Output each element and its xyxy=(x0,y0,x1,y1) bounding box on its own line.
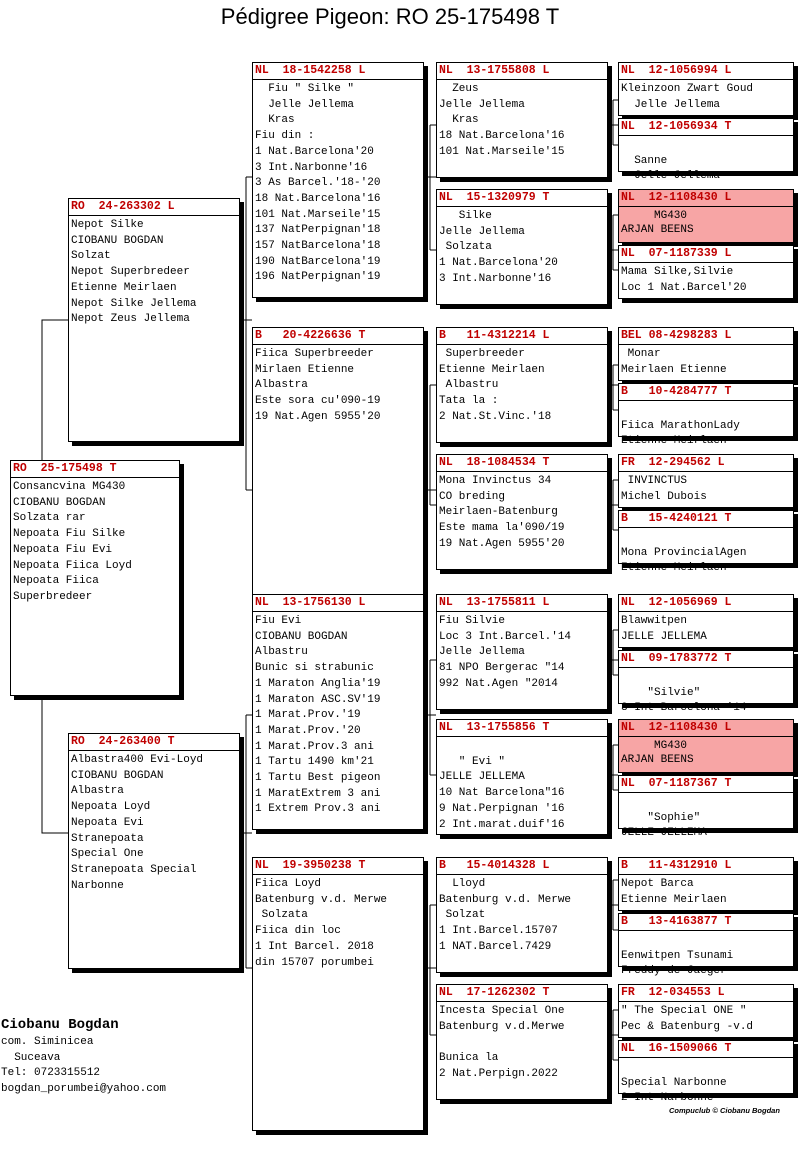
pigeon-details xyxy=(437,1002,607,1083)
pigeon-card xyxy=(618,775,794,840)
pigeon-details xyxy=(437,875,607,956)
detail-line: CIOBANU BOGDAN xyxy=(255,630,348,643)
detail-line: Jelle Jellema xyxy=(621,98,721,111)
ring-number: NL 18-1084534 T xyxy=(439,456,550,469)
detail-line: " The Special ONE " xyxy=(621,1005,747,1017)
detail-line: Albastra400 Evi-Loyd xyxy=(71,754,204,766)
detail-line: JELLE JELLEMA xyxy=(439,771,525,784)
pigeon-card xyxy=(68,733,240,969)
detail-line: 157 NatBarcelona'18 xyxy=(255,240,381,253)
ring-number: B 20-4226636 T xyxy=(255,329,366,342)
pigeon-details xyxy=(253,345,423,426)
ring-number: NL 18-1542258 L xyxy=(255,64,366,77)
detail-line: Mona ProvincialAgen xyxy=(621,546,747,559)
detail-line xyxy=(621,670,791,686)
pigeon-details xyxy=(619,207,793,237)
pigeon-details xyxy=(253,80,423,286)
detail-line: Lloyd xyxy=(439,878,486,890)
pigeon-details xyxy=(619,472,793,505)
pigeon-card xyxy=(252,327,424,601)
pigeon-card xyxy=(436,719,608,835)
pigeon-card xyxy=(436,857,608,973)
pigeon-card xyxy=(436,189,608,305)
detail-line: Jelle Jellema xyxy=(439,646,525,659)
detail-line: Sanne xyxy=(621,154,668,167)
detail-line: Fiica MarathonLady xyxy=(621,419,740,432)
detail-line: Nepoata Fiu Evi xyxy=(13,543,113,556)
detail-line: Nepoata Fiica Loyd xyxy=(13,559,132,572)
ring-number: NL 12-1056969 L xyxy=(621,596,732,609)
ring-number: B 15-4014328 L xyxy=(439,859,550,872)
detail-line: Superbreeder xyxy=(439,348,525,360)
detail-line xyxy=(439,1035,605,1051)
detail-line: Kleinzoon Zwart Goud xyxy=(621,83,754,95)
detail-line: Michel Dubois xyxy=(621,490,707,503)
detail-line: Fiu Evi xyxy=(255,615,302,627)
detail-line: Nepot Zeus Jellema xyxy=(71,313,190,326)
detail-line: Freddy de Jaeger xyxy=(621,965,727,978)
ring-number: NL 09-1783772 T xyxy=(621,652,732,665)
ring-number: FR 12-294562 L xyxy=(621,456,725,469)
detail-line: 18 Nat.Barcelona'16 xyxy=(439,130,565,143)
pigeon-details xyxy=(437,80,607,161)
owner-address-line: com. Siminicea xyxy=(1,1036,94,1048)
ring-number: NL 07-1187339 L xyxy=(621,247,732,260)
ring-number: NL 13-1755811 L xyxy=(439,596,550,609)
owner-name: Ciobanu Bogdan xyxy=(1,1017,119,1033)
detail-line: 3 Int.Narbonne'16 xyxy=(255,161,368,174)
detail-line: 10 Nat Barcelona"16 xyxy=(439,787,565,800)
pigeon-details xyxy=(619,528,793,577)
pigeon-card xyxy=(68,198,240,442)
detail-line: Silke xyxy=(439,210,492,222)
pigeon-card xyxy=(436,594,608,710)
detail-line: CO breding xyxy=(439,490,506,503)
pigeon-card xyxy=(618,454,794,508)
detail-line: Jelle Jellema xyxy=(439,98,525,111)
pigeon-details xyxy=(437,207,607,288)
ring-number: RO 24-263400 T xyxy=(71,735,175,748)
detail-line: 3 As Barcel.'18-'20 xyxy=(255,177,381,190)
pigeon-card xyxy=(436,327,608,443)
detail-line: Etienne Meirlaen xyxy=(439,363,545,376)
detail-line: 2 Int Narbonne xyxy=(621,1092,714,1105)
detail-line: 190 NatBarcelona'19 xyxy=(255,255,381,268)
ring-number: B 11-4312910 L xyxy=(621,859,732,872)
detail-line: CIOBANU BOGDAN xyxy=(13,496,106,509)
detail-line: 19 Nat.Agen 5955'20 xyxy=(255,410,381,423)
pigeon-card xyxy=(618,189,794,243)
detail-line: Fiu Silvie xyxy=(439,615,506,627)
detail-line: Superbredeer xyxy=(13,590,93,603)
detail-line: JELLE JELLEMA xyxy=(621,630,707,643)
detail-line: 101 Nat.Marseile'15 xyxy=(255,208,381,221)
detail-line xyxy=(621,933,791,949)
detail-line: Batenburg v.d.Merwe xyxy=(439,1020,565,1033)
detail-line: Monar xyxy=(621,348,661,360)
detail-line: Fiu " Silke " xyxy=(255,83,355,95)
pigeon-card xyxy=(618,383,794,448)
detail-line: Fiica Superbreeder xyxy=(255,348,374,360)
detail-line: Nepoata Loyd xyxy=(71,801,151,814)
pigeon-card xyxy=(618,510,794,575)
detail-line: 2 Nat.Perpign.2022 xyxy=(439,1067,558,1080)
ring-number: NL 12-1108430 L xyxy=(621,191,732,204)
detail-line: 1 Marat.Prov.'20 xyxy=(255,724,361,737)
pigeon-card xyxy=(618,719,794,773)
detail-line: 992 Nat.Agen "2014 xyxy=(439,677,558,690)
detail-line: Nepot Superbredeer xyxy=(71,266,190,279)
detail-line: CIOBANU BOGDAN xyxy=(71,234,164,247)
detail-line: " Evi " xyxy=(439,755,506,768)
ring-number: RO 24-263302 L xyxy=(71,200,175,213)
detail-line: Albastra xyxy=(255,379,308,392)
pigeon-card xyxy=(618,594,794,648)
detail-line: Nepoata Fiica xyxy=(13,575,99,588)
detail-line: ARJAN BEENS xyxy=(621,224,694,236)
detail-line: Nepot Silke Jellema xyxy=(71,297,197,310)
pigeon-details xyxy=(619,793,793,842)
detail-line: 2 Nat.St.Vinc.'18 xyxy=(439,410,552,423)
detail-line: Fiica Loyd xyxy=(255,878,322,890)
detail-line: Zeus xyxy=(439,83,479,95)
ring-number: NL 19-3950238 T xyxy=(255,859,366,872)
detail-line: JELLE JELLEMA xyxy=(621,827,707,840)
detail-line xyxy=(621,795,791,811)
detail-line: Consancvina MG430 xyxy=(13,481,126,493)
detail-line: Jelle Jellema xyxy=(255,98,355,111)
pigeon-card xyxy=(618,1040,794,1105)
pigeon-details xyxy=(437,345,607,426)
detail-line: 101 Nat.Marseile'15 xyxy=(439,145,565,158)
pigeon-details xyxy=(619,931,793,980)
detail-line: Solzata rar xyxy=(13,512,86,525)
pigeon-card xyxy=(618,118,794,183)
detail-line: Mirlaen Etienne xyxy=(255,363,355,376)
detail-line: Batenburg v.d. Merwe xyxy=(439,893,572,906)
pigeon-details xyxy=(619,875,793,908)
pigeon-details xyxy=(619,263,793,296)
detail-line: Fiica din loc xyxy=(255,925,341,938)
detail-line: MG430 xyxy=(621,210,688,222)
detail-line xyxy=(621,403,791,419)
detail-line xyxy=(621,530,791,546)
detail-line: din 15707 porumbei xyxy=(255,956,374,969)
detail-line: MG430 xyxy=(621,740,688,752)
detail-line: Kras xyxy=(439,114,479,127)
ring-number: NL 07-1187367 T xyxy=(621,777,732,790)
detail-line: Tata la : xyxy=(439,395,499,408)
detail-line: 1 Maraton Anglia'19 xyxy=(255,677,381,690)
ring-number: B 13-4163877 T xyxy=(621,915,732,928)
owner-info xyxy=(1,1015,166,1098)
pigeon-details xyxy=(69,751,239,894)
pigeon-card xyxy=(252,62,424,298)
detail-line: Special One xyxy=(71,848,144,861)
detail-line: Etienne Meirlaen xyxy=(621,435,727,448)
detail-line: Stranepoata Special xyxy=(71,863,197,876)
detail-line: 1 MaratExtrem 3 ani xyxy=(255,787,381,800)
pigeon-details xyxy=(619,668,793,717)
pigeon-details xyxy=(619,345,793,378)
pigeon-details xyxy=(619,612,793,645)
detail-line xyxy=(439,739,605,755)
detail-line: 196 NatPerpignan'19 xyxy=(255,271,381,284)
detail-line: Special Narbonne xyxy=(621,1076,727,1089)
detail-line: 1 Marat.Prov.'19 xyxy=(255,709,361,722)
owner-email: bogdan_porumbei@yahoo.com xyxy=(1,1083,167,1096)
ring-number: NL 13-1756130 L xyxy=(255,596,366,609)
pigeon-card xyxy=(618,62,794,116)
pigeon-card xyxy=(252,594,424,830)
detail-line: Pec & Batenburg -v.d xyxy=(621,1020,754,1033)
detail-line: Este sora cu'090-19 xyxy=(255,395,381,408)
detail-line: Nepoata Evi xyxy=(71,816,144,829)
pigeon-card-subject xyxy=(10,460,180,696)
detail-line: ARJAN BEENS xyxy=(621,754,694,766)
detail-line: Kras xyxy=(255,114,295,127)
pigeon-details xyxy=(619,737,793,767)
pigeon-details xyxy=(619,1002,793,1035)
footer-credit: Compuclub © Ciobanu Bogdan xyxy=(669,1106,780,1115)
detail-line: 1 Int Barcel. 2018 xyxy=(255,940,374,953)
pigeon-details xyxy=(437,472,607,553)
ring-number: FR 12-034553 L xyxy=(621,986,725,999)
detail-line: 3 Int.Narbonne'16 xyxy=(439,272,552,285)
detail-line: 81 NPO Bergerac "14 xyxy=(439,662,565,675)
pigeon-card xyxy=(436,62,608,178)
pigeon-details xyxy=(253,612,423,818)
detail-line: "Silvie" xyxy=(621,686,701,699)
ring-number: NL 12-1056994 L xyxy=(621,64,732,77)
ring-number: B 10-4284777 T xyxy=(621,385,732,398)
detail-line xyxy=(621,138,791,154)
pigeon-details xyxy=(619,80,793,113)
detail-line: Nepoata Fiu Silke xyxy=(13,528,126,541)
pigeon-details xyxy=(619,401,793,450)
pigeon-card xyxy=(618,327,794,381)
pigeon-card xyxy=(618,913,794,978)
ring-number: NL 12-1108430 L xyxy=(621,721,732,734)
detail-line: Albastra xyxy=(71,785,124,798)
detail-line: Fiu din : xyxy=(255,130,315,143)
detail-line: 1 Nat.Barcelona'20 xyxy=(255,145,374,158)
detail-line: INVINCTUS xyxy=(621,475,688,487)
detail-line: Nepot Barca xyxy=(621,878,694,890)
detail-line: "Sophie" xyxy=(621,811,701,824)
pigeon-card xyxy=(618,650,794,715)
detail-line: 9 Nat.Perpignan '16 xyxy=(439,802,565,815)
pigeon-card xyxy=(618,857,794,911)
detail-line: 2 Int.marat.duif'16 xyxy=(439,818,565,831)
detail-line: Este mama la'090/19 xyxy=(439,522,565,535)
ring-number: NL 12-1056934 T xyxy=(621,120,732,133)
ring-number: BEL 08-4298283 L xyxy=(621,329,732,342)
detail-line: Meirlaen-Batenburg xyxy=(439,506,558,519)
pigeon-card xyxy=(252,857,424,1131)
detail-line: 18 Nat.Barcelona'16 xyxy=(255,192,381,205)
detail-line: Stranepoata xyxy=(71,832,144,845)
detail-line: Jelle Jellema xyxy=(439,225,525,238)
detail-line: Loc 3 Int.Barcel.'14 xyxy=(439,630,572,643)
owner-phone: Tel: 0723315512 xyxy=(1,1067,101,1080)
page-title: Pédigree Pigeon: RO 25-175498 T xyxy=(220,4,560,29)
detail-line: Solzata xyxy=(255,909,308,922)
ring-number: B 11-4312214 L xyxy=(439,329,550,342)
pigeon-details xyxy=(619,1058,793,1107)
ring-number: RO 25-175498 T xyxy=(13,462,117,475)
detail-line: Etienne Meirlaen xyxy=(621,893,727,906)
ring-number: NL 17-1262302 T xyxy=(439,986,550,999)
detail-line: Blawwitpen xyxy=(621,615,688,627)
pigeon-details xyxy=(11,478,179,606)
detail-line: Solzata xyxy=(439,241,492,254)
owner-address-line: Suceava xyxy=(1,1051,61,1064)
ring-number: NL 16-1509066 T xyxy=(621,1042,732,1055)
detail-line: Etienne Meirlaen xyxy=(621,562,727,575)
detail-line: Jelle Jellema xyxy=(621,170,721,183)
pigeon-card xyxy=(436,984,608,1100)
detail-line: 1 Tartu 1490 km'21 xyxy=(255,756,374,769)
detail-line: Albastru xyxy=(439,379,499,392)
detail-line: Bunica la xyxy=(439,1052,499,1065)
detail-line: 1 Marat.Prov.3 ani xyxy=(255,740,374,753)
pigeon-details xyxy=(253,875,423,971)
ring-number: B 15-4240121 T xyxy=(621,512,732,525)
detail-line: Eenwitpen Tsunami xyxy=(621,949,734,962)
detail-line: 1 Int.Barcel.15707 xyxy=(439,925,558,938)
ring-number: NL 13-1755856 T xyxy=(439,721,550,734)
detail-line: 1 Maraton ASC.SV'19 xyxy=(255,693,381,706)
detail-line: Solzat xyxy=(439,909,486,922)
detail-line: 3 Int Barcelona '14 xyxy=(621,702,747,715)
pigeon-card xyxy=(618,984,794,1038)
detail-line: Mama Silke,Silvie xyxy=(621,266,734,278)
ring-number: NL 13-1755808 L xyxy=(439,64,550,77)
detail-line: 1 Nat.Barcelona'20 xyxy=(439,257,558,270)
pigeon-card xyxy=(618,245,794,299)
detail-line: Bunic si strabunic xyxy=(255,662,374,675)
ring-number: NL 15-1320979 T xyxy=(439,191,550,204)
pigeon-card xyxy=(436,454,608,570)
pigeon-details xyxy=(619,136,793,185)
pigeon-details xyxy=(69,216,239,328)
detail-line: Loc 1 Nat.Barcel'20 xyxy=(621,281,747,294)
detail-line: CIOBANU BOGDAN xyxy=(71,769,164,782)
detail-line: Incesta Special One xyxy=(439,1005,565,1017)
detail-line: Batenburg v.d. Merwe xyxy=(255,893,388,906)
detail-line xyxy=(621,1060,791,1076)
detail-line: 1 Extrem Prov.3 ani xyxy=(255,803,381,816)
detail-line: 137 NatPerpignan'18 xyxy=(255,224,381,237)
detail-line: Narbonne xyxy=(71,879,124,892)
pigeon-details xyxy=(437,737,607,833)
detail-line: Meirlaen Etienne xyxy=(621,363,727,376)
pigeon-details xyxy=(437,612,607,693)
detail-line: 1 NAT.Barcel.7429 xyxy=(439,940,552,953)
detail-line: 1 Tartu Best pigeon xyxy=(255,772,381,785)
detail-line: Mona Invinctus 34 xyxy=(439,475,552,487)
detail-line: Nepot Silke xyxy=(71,219,144,231)
detail-line: Albastru xyxy=(255,646,308,659)
detail-line: Solzat xyxy=(71,250,111,263)
detail-line: 19 Nat.Agen 5955'20 xyxy=(439,537,565,550)
detail-line: Etienne Meirlaen xyxy=(71,281,177,294)
